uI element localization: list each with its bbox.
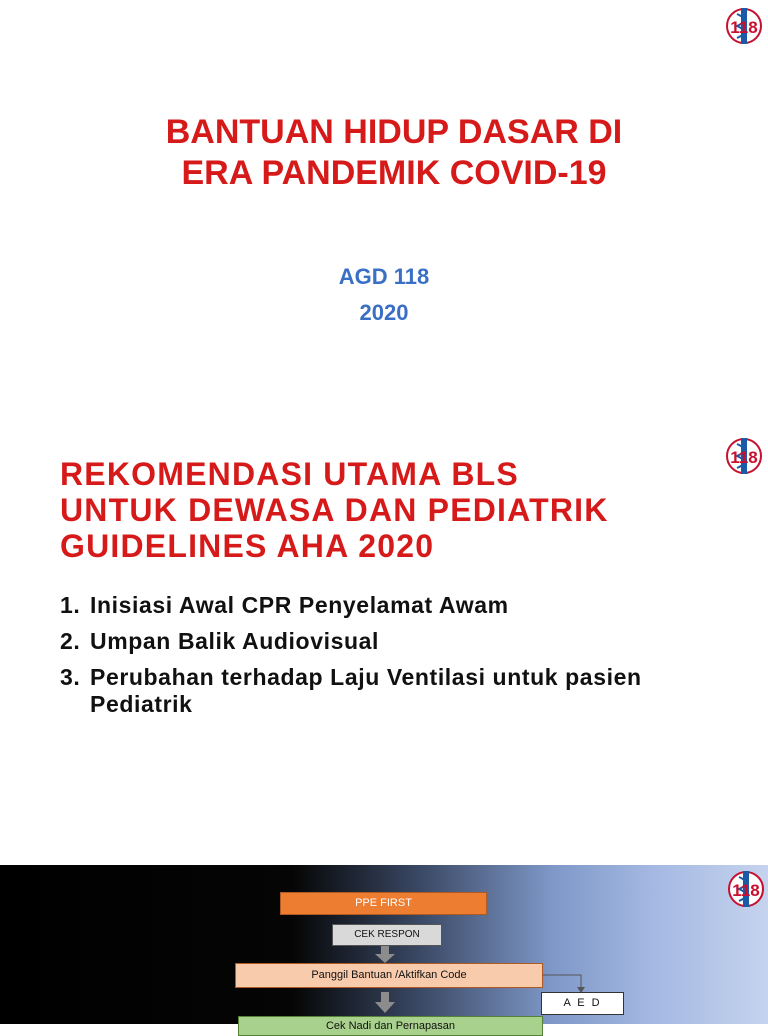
- section-title-line-1: REKOMENDASI UTAMA BLS: [60, 456, 519, 492]
- section-title: [60, 456, 750, 564]
- arrow-down-icon: [373, 992, 397, 1014]
- list-item-number: 3.: [60, 664, 81, 690]
- list-item: [60, 592, 750, 619]
- flow-step-panggil-bantuan: Panggil Bantuan /Aktifkan Code: [235, 963, 543, 988]
- recommendation-list: [60, 592, 750, 727]
- section-title-line-3: GUIDELINES AHA 2020: [60, 528, 435, 564]
- list-item-number: 1.: [60, 592, 81, 618]
- connector-arrow-icon: [543, 969, 591, 993]
- list-item-text: Perubahan terhadap Laju Ventilasi untuk pasien Pediatrik: [90, 664, 642, 717]
- organization-label: AGD 118: [338, 264, 430, 289]
- agd-118-logo-icon: [724, 6, 764, 46]
- title-line-2: ERA PANDEMIK COVID-19: [181, 154, 607, 192]
- page-title: [60, 112, 728, 194]
- section-title-line-2: UNTUK DEWASA DAN PEDIATRIK: [60, 492, 609, 528]
- flow-step-cek-respon: CEK RESPON: [332, 924, 442, 946]
- flow-step-aed: A E D: [541, 992, 624, 1015]
- flow-step-ppe-first: PPE FIRST: [280, 892, 487, 915]
- slide-title: [0, 0, 768, 420]
- arrow-down-icon: [373, 946, 397, 964]
- slide-recommendations: [0, 420, 768, 865]
- year-label: 2020: [359, 300, 409, 325]
- svg-text:118: 118: [730, 448, 758, 467]
- list-item-text: Umpan Balik Audiovisual: [90, 628, 380, 654]
- list-item: [60, 628, 750, 655]
- slide-flowchart: [0, 865, 768, 1032]
- agd-118-logo-icon: [726, 869, 766, 909]
- svg-text:118: 118: [730, 18, 758, 37]
- list-item-number: 2.: [60, 628, 81, 654]
- list-item-text: Inisiasi Awal CPR Penyelamat Awam: [90, 592, 509, 618]
- title-line-1: BANTUAN HIDUP DASAR DI: [165, 113, 623, 151]
- svg-text:118: 118: [732, 881, 760, 900]
- list-item: [60, 664, 750, 718]
- flow-step-cek-nadi: Cek Nadi dan Pernapasan: [238, 1016, 543, 1036]
